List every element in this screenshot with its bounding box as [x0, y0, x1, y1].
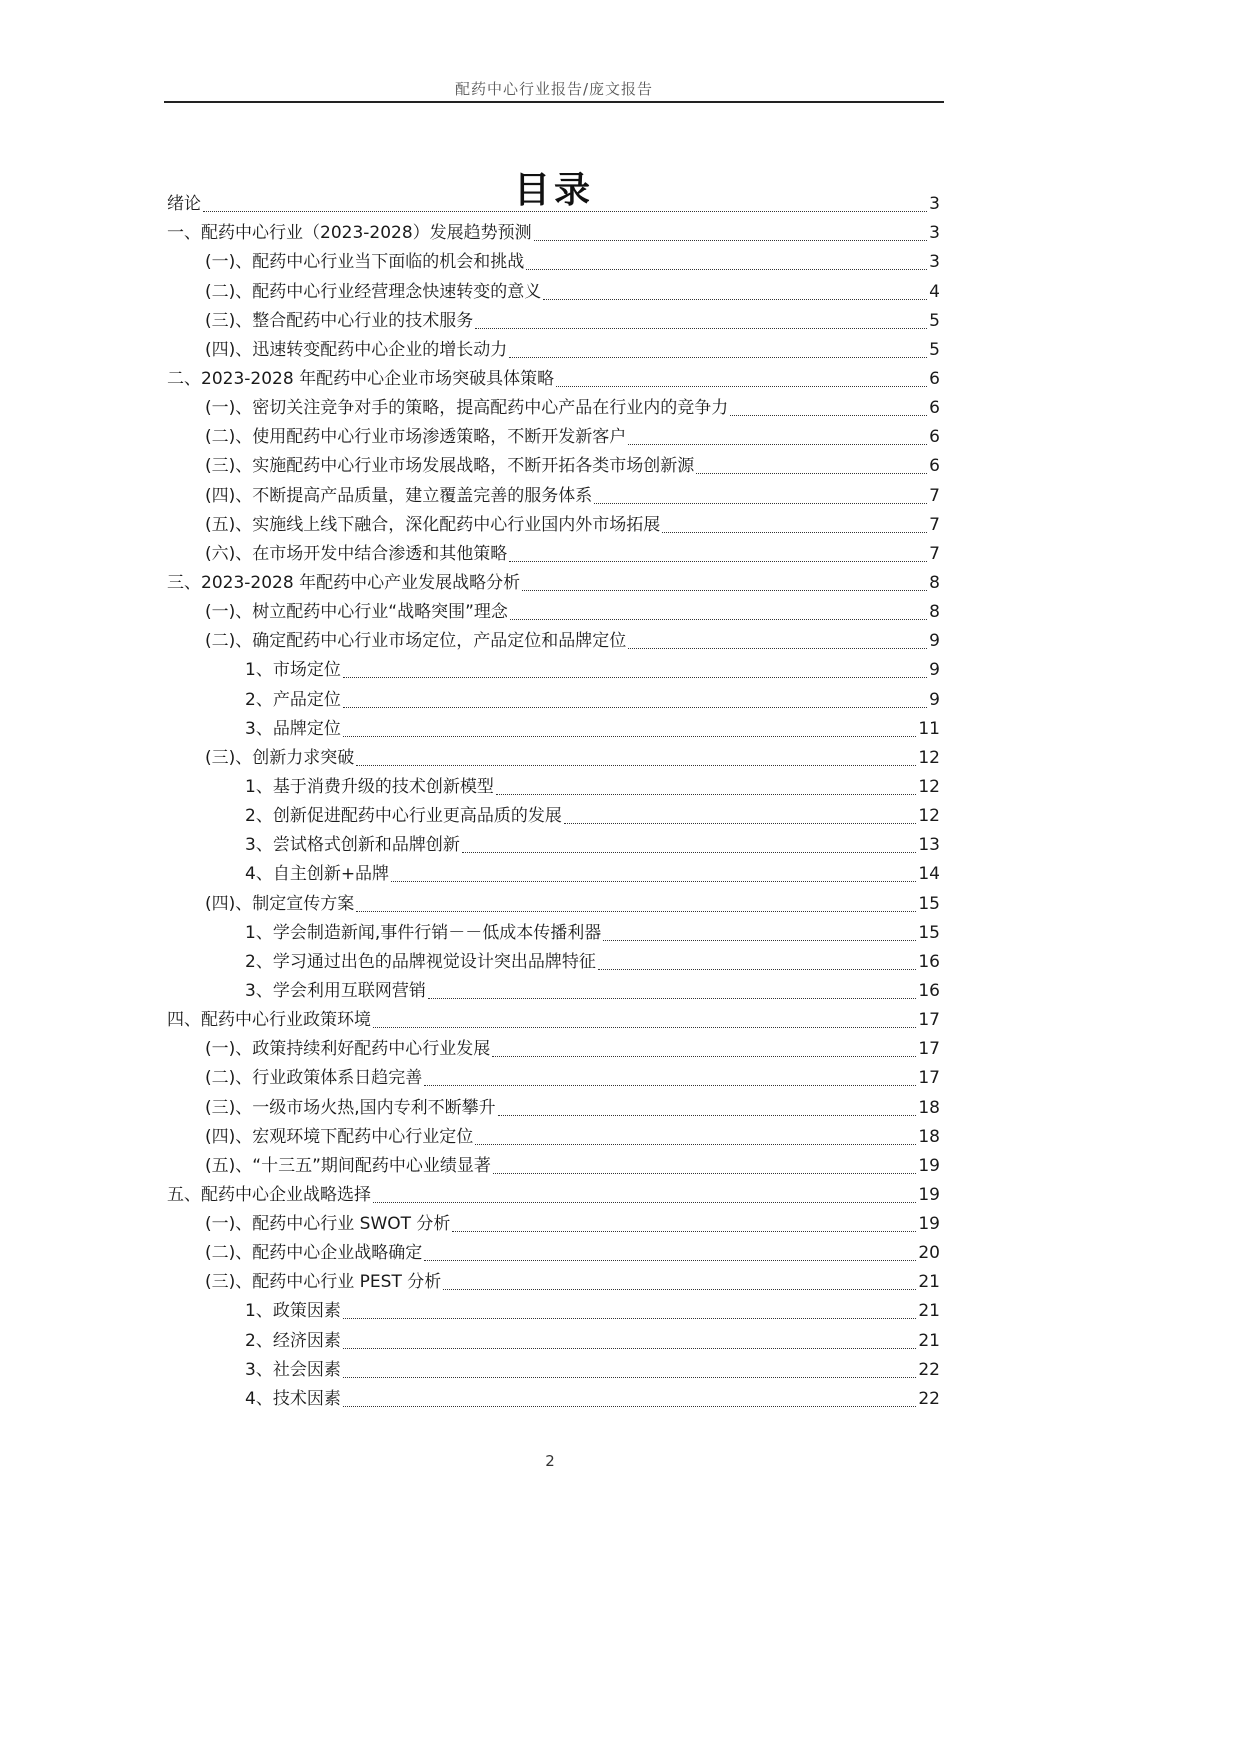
toc-entry[interactable] — [164, 190, 940, 219]
toc-entry-label: (二)、行业政策体系日趋完善 — [205, 1068, 423, 1089]
toc-entry[interactable] — [164, 948, 940, 977]
toc-entry-label: 2、学习通过出色的品牌视觉设计突出品牌特征 — [245, 951, 596, 972]
toc-entry[interactable] — [164, 715, 940, 744]
toc-entry-page-number: 17 — [918, 1010, 940, 1031]
toc-entry[interactable] — [164, 452, 940, 481]
toc-entry[interactable] — [164, 889, 940, 918]
toc-entry[interactable] — [164, 1152, 940, 1181]
toc-entry-page-number: 5 — [929, 310, 940, 331]
toc-entry-label: 4、技术因素 — [245, 1388, 341, 1409]
toc-entry-page-number: 11 — [918, 718, 940, 739]
toc-dot-leader — [603, 940, 916, 941]
toc-dot-leader — [556, 386, 927, 387]
toc-entry-label: 2、创新促进配药中心行业更高品质的发展 — [245, 806, 562, 827]
toc-entry-page-number: 13 — [918, 835, 940, 856]
toc-entry[interactable] — [164, 919, 940, 948]
toc-entry-page-number: 12 — [918, 806, 940, 827]
toc-entry[interactable] — [164, 1268, 940, 1297]
toc-entry[interactable] — [164, 1326, 940, 1355]
toc-entry-label: 1、学会制造新闻,事件行销－－低成本传播利器 — [245, 922, 602, 943]
toc-dot-leader — [475, 1144, 916, 1145]
toc-entry-label: (三)、一级市场火热,国内专利不断攀升 — [205, 1097, 496, 1118]
toc-entry-page-number: 14 — [918, 864, 940, 885]
toc-entry-label: 一、配药中心行业（2023-2028）发展趋势预测 — [167, 223, 532, 244]
toc-entry-page-number: 6 — [929, 398, 940, 419]
toc-entry-page-number: 21 — [918, 1301, 940, 1322]
toc-entry-page-number: 15 — [918, 893, 940, 914]
toc-entry-label: (一)、配药中心行业 SWOT 分析 — [205, 1214, 451, 1235]
toc-entry[interactable] — [164, 307, 940, 336]
toc-dot-leader — [662, 532, 927, 533]
toc-entry-label: (一)、配药中心行业当下面临的机会和挑战 — [205, 252, 525, 273]
toc-entry-label: (四)、宏观环境下配药中心行业定位 — [205, 1126, 474, 1147]
toc-dot-leader — [452, 1231, 916, 1232]
toc-entry-label: 绪论 — [167, 194, 201, 215]
toc-dot-leader — [343, 1318, 917, 1319]
toc-entry-label: 1、政策因素 — [245, 1301, 341, 1322]
toc-entry-page-number: 22 — [918, 1388, 940, 1409]
toc-entry[interactable] — [164, 248, 940, 277]
toc-entry-label: (三)、整合配药中心行业的技术服务 — [205, 310, 474, 331]
toc-entry[interactable] — [164, 481, 940, 510]
toc-entry-page-number: 9 — [929, 631, 940, 652]
toc-entry[interactable] — [164, 1210, 940, 1239]
toc-entry-page-number: 12 — [918, 776, 940, 797]
toc-entry[interactable] — [164, 569, 940, 598]
toc-entry-page-number: 7 — [929, 514, 940, 535]
toc-entry[interactable] — [164, 860, 940, 889]
toc-entry-page-number: 22 — [918, 1359, 940, 1380]
toc-entry[interactable] — [164, 1006, 940, 1035]
toc-entry-page-number: 17 — [918, 1039, 940, 1060]
toc-entry-page-number: 16 — [918, 951, 940, 972]
toc-dot-leader — [628, 444, 927, 445]
toc-dot-leader — [493, 1173, 916, 1174]
table-of-contents — [164, 190, 940, 1414]
toc-entry-label: 3、尝试格式创新和品牌创新 — [245, 835, 460, 856]
toc-entry-page-number: 21 — [918, 1330, 940, 1351]
toc-entry[interactable] — [164, 1385, 940, 1414]
toc-entry-label: (四)、制定宣传方案 — [205, 893, 355, 914]
toc-dot-leader — [526, 269, 927, 270]
toc-entry-label: 四、配药中心行业政策环境 — [167, 1010, 371, 1031]
toc-dot-leader — [730, 415, 927, 416]
toc-entry-label: (一)、政策持续利好配药中心行业发展 — [205, 1039, 491, 1060]
toc-entry-page-number: 5 — [929, 339, 940, 360]
toc-entry[interactable] — [164, 277, 940, 306]
toc-dot-leader — [424, 1085, 916, 1086]
toc-entry-label: 3、社会因素 — [245, 1359, 341, 1380]
toc-entry-page-number: 8 — [929, 572, 940, 593]
toc-entry-label: 三、2023-2028 年配药中心产业发展战略分析 — [167, 572, 521, 593]
page-number: 2 — [545, 1452, 555, 1470]
toc-dot-leader — [391, 881, 916, 882]
toc-entry-label: (六)、在市场开发中结合渗透和其他策略 — [205, 543, 508, 564]
toc-dot-leader — [343, 1377, 917, 1378]
toc-dot-leader — [424, 1260, 916, 1261]
toc-entry[interactable] — [164, 394, 940, 423]
toc-entry[interactable] — [164, 1123, 940, 1152]
header-divider — [164, 101, 944, 103]
toc-entry[interactable] — [164, 627, 940, 656]
toc-dot-leader — [343, 677, 927, 678]
toc-entry-label: 1、基于消费升级的技术创新模型 — [245, 776, 494, 797]
toc-entry-page-number: 17 — [918, 1068, 940, 1089]
toc-entry-page-number: 16 — [918, 980, 940, 1001]
toc-entry[interactable] — [164, 1035, 940, 1064]
toc-dot-leader — [498, 1115, 917, 1116]
toc-entry-page-number: 6 — [929, 427, 940, 448]
toc-entry[interactable] — [164, 1297, 940, 1326]
toc-entry[interactable] — [164, 511, 940, 540]
toc-entry-label: 五、配药中心企业战略选择 — [167, 1184, 371, 1205]
toc-entry[interactable] — [164, 219, 940, 248]
toc-entry[interactable] — [164, 656, 940, 685]
toc-entry[interactable] — [164, 1356, 940, 1385]
toc-entry-page-number: 15 — [918, 922, 940, 943]
toc-entry[interactable] — [164, 1064, 940, 1093]
toc-entry-page-number: 12 — [918, 747, 940, 768]
toc-dot-leader — [203, 211, 927, 212]
toc-entry-page-number: 3 — [929, 194, 940, 215]
toc-dot-leader — [534, 240, 928, 241]
toc-entry-label: 3、品牌定位 — [245, 718, 341, 739]
toc-entry-page-number: 19 — [918, 1184, 940, 1205]
toc-dot-leader — [543, 299, 927, 300]
page-title: 目录 — [513, 170, 594, 212]
toc-entry-label: (五)、“十三五”期间配药中心业绩显著 — [205, 1155, 491, 1176]
toc-entry-label: 二、2023-2028 年配药中心企业市场突破具体策略 — [167, 368, 555, 389]
toc-entry-label: (三)、配药中心行业 PEST 分析 — [205, 1272, 442, 1293]
toc-dot-leader — [628, 648, 927, 649]
toc-dot-leader — [343, 707, 927, 708]
toc-dot-leader — [564, 823, 917, 824]
toc-entry-label: 3、学会利用互联网营销 — [245, 980, 426, 1001]
toc-entry-page-number: 19 — [918, 1214, 940, 1235]
toc-dot-leader — [598, 969, 917, 970]
toc-entry-label: 2、经济因素 — [245, 1330, 341, 1351]
toc-entry-label: (五)、实施线上线下融合，深化配药中心行业国内外市场拓展 — [205, 514, 661, 535]
toc-entry[interactable] — [164, 977, 940, 1006]
page-header: 配药中心行业报告/庞文报告 — [454, 80, 654, 98]
toc-entry-page-number: 4 — [929, 281, 940, 302]
toc-entry-label: (二)、配药中心企业战略确定 — [205, 1243, 423, 1264]
toc-entry-page-number: 3 — [929, 252, 940, 273]
toc-entry-label: 1、市场定位 — [245, 660, 341, 681]
toc-entry-label: 2、产品定位 — [245, 689, 341, 710]
toc-entry[interactable] — [164, 744, 940, 773]
toc-entry-label: (一)、树立配药中心行业“战略突围”理念 — [205, 602, 508, 623]
toc-dot-leader — [343, 736, 917, 737]
toc-dot-leader — [522, 590, 927, 591]
toc-dot-leader — [343, 1348, 917, 1349]
toc-entry[interactable] — [164, 540, 940, 569]
toc-dot-leader — [443, 1289, 916, 1290]
toc-entry-page-number: 8 — [929, 602, 940, 623]
toc-entry[interactable] — [164, 773, 940, 802]
toc-dot-leader — [696, 473, 927, 474]
toc-entry-page-number: 21 — [918, 1272, 940, 1293]
toc-dot-leader — [496, 794, 917, 795]
toc-dot-leader — [509, 561, 927, 562]
toc-entry[interactable] — [164, 423, 940, 452]
toc-entry-page-number: 6 — [929, 368, 940, 389]
toc-entry-label: (一)、密切关注竞争对手的策略，提高配药中心产品在行业内的竞争力 — [205, 398, 729, 419]
toc-entry[interactable] — [164, 365, 940, 394]
toc-entry-label: (四)、不断提高产品质量，建立覆盖完善的服务体系 — [205, 485, 593, 506]
toc-entry-page-number: 9 — [929, 660, 940, 681]
toc-dot-leader — [492, 1056, 916, 1057]
toc-dot-leader — [462, 852, 917, 853]
toc-dot-leader — [343, 1406, 917, 1407]
toc-entry-label: (二)、配药中心行业经营理念快速转变的意义 — [205, 281, 542, 302]
toc-entry-page-number: 3 — [929, 223, 940, 244]
toc-dot-leader — [373, 1202, 916, 1203]
toc-entry-page-number: 9 — [929, 689, 940, 710]
toc-entry-page-number: 7 — [929, 543, 940, 564]
toc-dot-leader — [475, 328, 927, 329]
toc-entry[interactable] — [164, 598, 940, 627]
toc-entry[interactable] — [164, 1181, 940, 1210]
toc-entry[interactable] — [164, 685, 940, 714]
toc-entry[interactable] — [164, 1093, 940, 1122]
toc-entry-page-number: 19 — [918, 1155, 940, 1176]
toc-dot-leader — [356, 765, 916, 766]
toc-entry-label: (三)、创新力求突破 — [205, 747, 355, 768]
toc-dot-leader — [428, 998, 917, 999]
toc-entry-page-number: 18 — [918, 1097, 940, 1118]
toc-dot-leader — [356, 911, 916, 912]
toc-entry-label: 4、自主创新+品牌 — [245, 864, 390, 885]
toc-entry-page-number: 6 — [929, 456, 940, 477]
toc-entry-label: (三)、实施配药中心行业市场发展战略，不断开拓各类市场创新源 — [205, 456, 695, 477]
toc-entry-label: (二)、使用配药中心行业市场渗透策略，不断开发新客户 — [205, 427, 627, 448]
toc-entry[interactable] — [164, 336, 940, 365]
toc-entry-label: (四)、迅速转变配药中心企业的增长动力 — [205, 339, 508, 360]
toc-entry[interactable] — [164, 1239, 940, 1268]
toc-entry-page-number: 20 — [918, 1243, 940, 1264]
toc-entry[interactable] — [164, 802, 940, 831]
toc-dot-leader — [510, 619, 927, 620]
toc-entry[interactable] — [164, 831, 940, 860]
toc-dot-leader — [509, 357, 927, 358]
toc-entry-page-number: 7 — [929, 485, 940, 506]
toc-dot-leader — [594, 503, 927, 504]
toc-entry-label: (二)、确定配药中心行业市场定位，产品定位和品牌定位 — [205, 631, 627, 652]
toc-dot-leader — [373, 1027, 916, 1028]
toc-entry-page-number: 18 — [918, 1126, 940, 1147]
